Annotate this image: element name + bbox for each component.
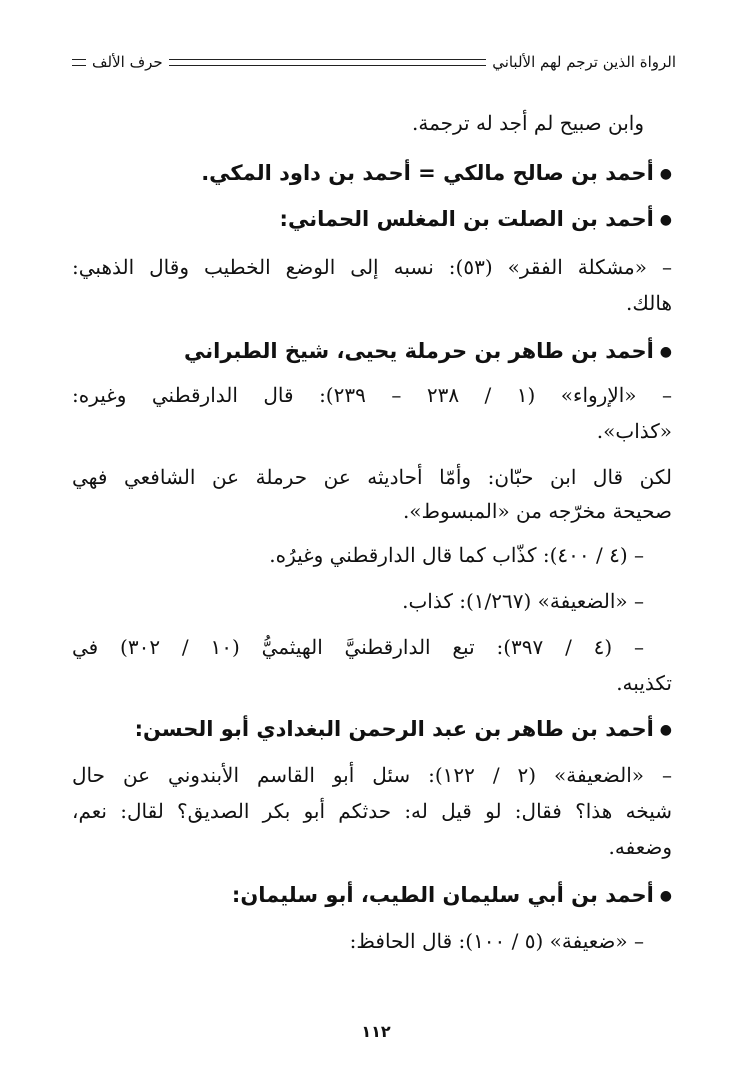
text-line: لكن قال ابن حبّان: وأمّا أحاديثه عن حرملة عن الشافعي فهي [72,465,672,489]
text-line: صحيحة مخرّجه من «المبسوط». [402,499,672,523]
header-rule [169,59,487,66]
text-line: وضعفه. [608,835,672,859]
text-line: شيخه هذا؟ فقال: لو قيل له: حدثكم أبو بكر الصديق؟ لقال: نعم، [72,799,672,823]
bullet-icon: ● [659,212,672,228]
text-line: هالك. [626,291,672,315]
text-line: – «مشكلة الفقر» (٥٣): نسبه إلى الوضع الخطيب وقال الذهبي: [72,255,673,279]
text-line: – «الضعيفة» (٢ / ١٢٢): سئل أبو القاسم الأبندوني عن حال [72,763,672,787]
page-number: ١١٢ [361,1022,391,1041]
entry-title: أحمد بن طاهر بن حرملة يحيى، شيخ الطبراني [184,339,654,363]
text-line: – «الإرواء» (١ / ٢٣٨ – ٢٣٩): قال الدارقطني وغيره: [72,383,672,407]
bullet-icon: ● [659,722,672,738]
entry-title: أحمد بن طاهر بن عبد الرحمن البغدادي أبو الحسن: [134,717,654,741]
bullet-icon: ● [659,888,672,904]
book-title: الرواة الذين ترجم لهم الألباني [492,53,676,71]
chapter-title: حرف الألف [92,53,163,71]
text-line: وابن صبيح لم أجد له ترجمة. [411,111,644,135]
header-rule-short [72,59,86,66]
bullet-icon: ● [659,166,672,182]
entry-heading [135,714,672,747]
text-line: – (٤ / ٣٩٧): تبع الدارقطنيَّ الهيثميُّ (١٠ / ٣٠٢) في [72,635,645,659]
entry-heading [280,204,672,237]
text-line: – «ضعيفة» (٥ / ١٠٠): قال الحافظ: [349,929,644,953]
entry-title: أحمد بن الصلت بن المغلس الحماني: [279,207,654,231]
text-line: – «الضعيفة» (١/٢٦٧): كذاب. [402,589,644,613]
text-line: «كذاب». [596,419,672,443]
entry-heading [201,158,672,191]
entry-heading [232,880,672,913]
text-line: تكذيبه. [616,671,672,695]
entry-title: أحمد بن أبي سليمان الطيب، أبو سليمان: [231,883,654,907]
bullet-icon: ● [659,344,672,360]
entry-heading [184,336,672,369]
running-header [72,50,682,74]
entry-title: أحمد بن صالح مالكي = أحمد بن داود المكي. [201,161,654,185]
text-line: – (٤ / ٤٠٠): كذّاب كما قال الدارقطني وغيرُه. [269,543,644,567]
